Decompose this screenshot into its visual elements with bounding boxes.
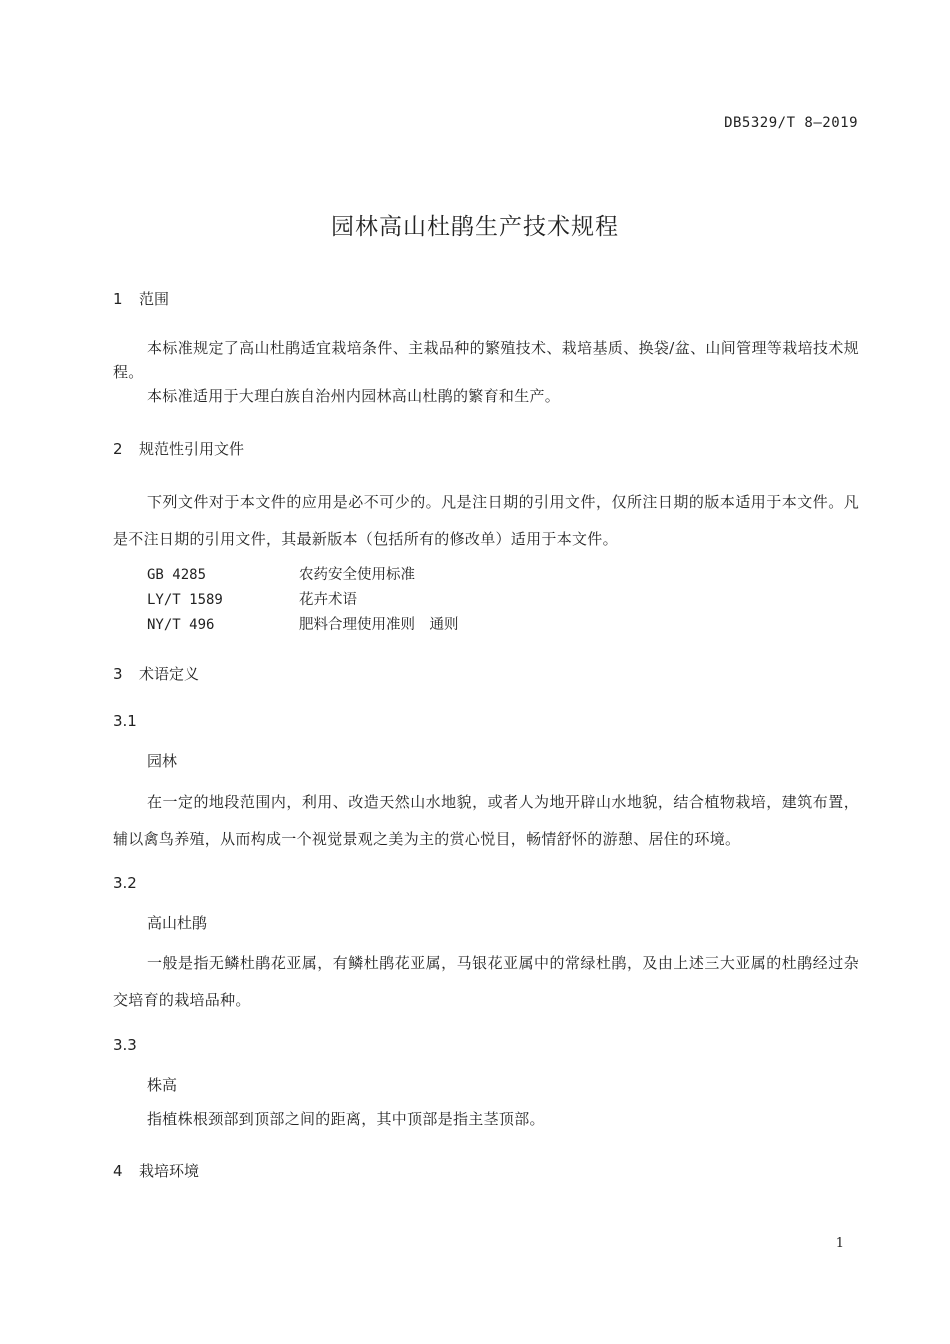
term-definition: 在一定的地段范围内，利用、改造天然山水地貌，或者人为地开辟山水地貌，结合植物栽培，建筑布置，辅以禽鸟养殖，从而构成一个视觉景观之美为主的赏心悦目，畅情舒怀的游憩、居住的环境。 xyxy=(113,793,859,848)
reference-title: 农药安全使用标准 xyxy=(299,567,415,583)
section-3-heading xyxy=(113,663,199,684)
section-number: 3 xyxy=(113,665,123,683)
section-title: 范围 xyxy=(139,290,170,308)
page-number: 1 xyxy=(835,1236,844,1251)
section-4-heading xyxy=(113,1160,199,1181)
section-1-paragraph-2: 本标准适用于大理白族自治州内园林高山杜鹃的繁育和生产。 xyxy=(147,387,561,405)
section-title: 栽培环境 xyxy=(139,1162,200,1180)
section-2-heading xyxy=(113,438,244,459)
section-1-paragraph-1: 本标准规定了高山杜鹃适宜栽培条件、主栽品种的繁殖技术、栽培基质、换袋/盆、山间管理等栽培技术规程。 xyxy=(113,339,859,381)
term-number: 3.3 xyxy=(113,1036,137,1054)
section-number: 2 xyxy=(113,440,123,458)
section-number: 4 xyxy=(113,1162,123,1180)
term-name: 园林 xyxy=(147,752,178,770)
reference-row xyxy=(147,563,415,584)
term-number: 3.1 xyxy=(113,712,137,730)
section-number: 1 xyxy=(113,290,123,308)
term-definition: 指植株根颈部到顶部之间的距离，其中顶部是指主茎顶部。 xyxy=(147,1110,545,1128)
term-name: 株高 xyxy=(147,1076,178,1094)
section-title: 规范性引用文件 xyxy=(139,440,245,458)
reference-code: GB 4285 xyxy=(147,567,207,583)
term-name: 高山杜鹃 xyxy=(147,914,208,932)
reference-row xyxy=(147,588,357,609)
section-1-heading xyxy=(113,288,169,309)
reference-code: LY/T 1589 xyxy=(147,592,223,608)
term-definition: 一般是指无鳞杜鹃花亚属，有鳞杜鹃花亚属，马银花亚属中的常绿杜鹃，及由上述三大亚属的杜鹃经过杂交培育的栽培品种。 xyxy=(113,954,859,1009)
section-2-paragraph-1: 下列文件对于本文件的应用是必不可少的。凡是注日期的引用文件，仅所注日期的版本适用于本文件。凡是不注日期的引用文件，其最新版本（包括所有的修改单）适用于本文件。 xyxy=(113,493,859,548)
term-number: 3.2 xyxy=(113,874,137,892)
section-title: 术语定义 xyxy=(139,665,200,683)
reference-row xyxy=(147,613,459,634)
document-title: 园林高山杜鹃生产技术规程 xyxy=(331,214,619,240)
document-code: DB5329/T 8—2019 xyxy=(724,115,858,131)
reference-title: 花卉术语 xyxy=(299,592,357,608)
reference-code: NY/T 496 xyxy=(147,617,215,633)
reference-title: 肥料合理使用准则 通则 xyxy=(299,617,459,633)
